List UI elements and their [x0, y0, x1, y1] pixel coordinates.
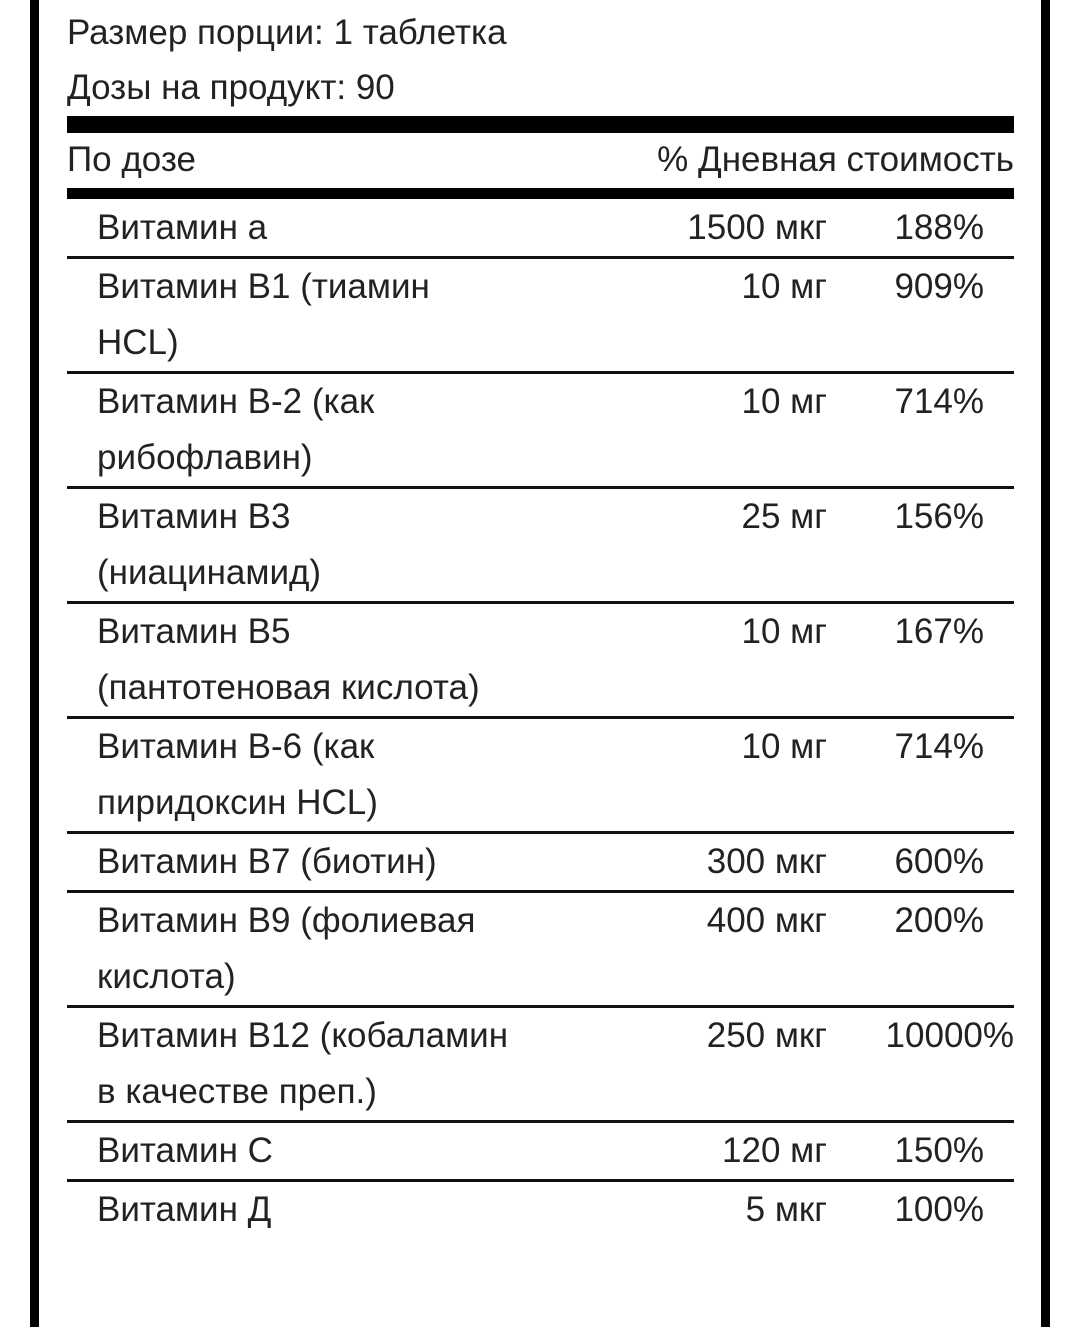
nutrient-amount: 300 мкг [706, 842, 827, 881]
nutrient-daily-value: 167% [894, 612, 984, 651]
nutrient-daily-value: 156% [894, 497, 984, 536]
nutrient-name: Витамин B9 (фолиевая кислота) [97, 901, 476, 996]
nutrient-amount: 25 мг [741, 497, 827, 536]
nutrient-rows [67, 200, 1014, 1238]
nutrient-name: Витамин B-6 (как пиридоксин HCL) [97, 727, 378, 822]
nutrient-daily-value: 714% [894, 727, 984, 766]
table-row [67, 489, 1014, 604]
table-row [67, 259, 1014, 374]
nutrient-amount: 10 мг [741, 267, 827, 306]
nutrient-daily-value: 100% [894, 1190, 984, 1229]
table-header [67, 137, 1014, 183]
table-row [67, 1182, 1014, 1238]
table-row [67, 719, 1014, 834]
nutrient-daily-value: 188% [894, 208, 984, 247]
nutrient-daily-value: 600% [894, 842, 984, 881]
nutrient-name: Витамин B-2 (как рибофлавин) [97, 382, 375, 477]
nutrient-amount: 5 мкг [745, 1190, 827, 1229]
nutrient-name: Витамин Д [97, 1190, 272, 1229]
table-row [67, 893, 1014, 1008]
nutrient-name: Витамин а [97, 208, 268, 247]
thick-divider-header [67, 188, 1014, 199]
nutrient-name: Витамин B3 (ниацинамид) [97, 497, 322, 592]
header-daily-value: % Дневная стоимость [657, 140, 1014, 179]
nutrient-daily-value: 909% [894, 267, 984, 306]
table-row [67, 1008, 1014, 1123]
nutrient-name: Витамин B12 (кобаламин в качестве преп.) [97, 1016, 509, 1111]
nutrient-daily-value: 10000% [885, 1016, 1014, 1055]
supplement-facts-label [30, 0, 1050, 1327]
nutrient-name: Витамин B1 (тиамин HCL) [97, 267, 430, 362]
table-row [67, 374, 1014, 489]
nutrient-name: Витамин B5 (пантотеновая кислота) [97, 612, 480, 707]
serving-size-line: Размер порции: 1 таблетка [67, 13, 507, 52]
nutrient-amount: 10 мг [741, 727, 827, 766]
nutrient-amount: 250 мкг [706, 1016, 827, 1055]
thick-divider-top [67, 116, 1014, 133]
nutrient-daily-value: 714% [894, 382, 984, 421]
table-row [67, 1123, 1014, 1182]
doses-per-product-line: Дозы на продукт: 90 [67, 68, 395, 107]
table-row [67, 200, 1014, 259]
nutrient-amount: 400 мкг [706, 901, 827, 940]
nutrient-amount: 1500 мкг [687, 208, 827, 247]
nutrient-amount: 10 мг [741, 382, 827, 421]
nutrient-name: Витамин B7 (биотин) [97, 842, 437, 881]
table-row [67, 834, 1014, 893]
header-per-dose: По дозе [67, 140, 196, 179]
table-row [67, 604, 1014, 719]
nutrient-amount: 120 мг [722, 1131, 827, 1170]
nutrient-daily-value: 150% [894, 1131, 984, 1170]
nutrient-daily-value: 200% [894, 901, 984, 940]
nutrient-name: Витамин C [97, 1131, 273, 1170]
nutrient-amount: 10 мг [741, 612, 827, 651]
